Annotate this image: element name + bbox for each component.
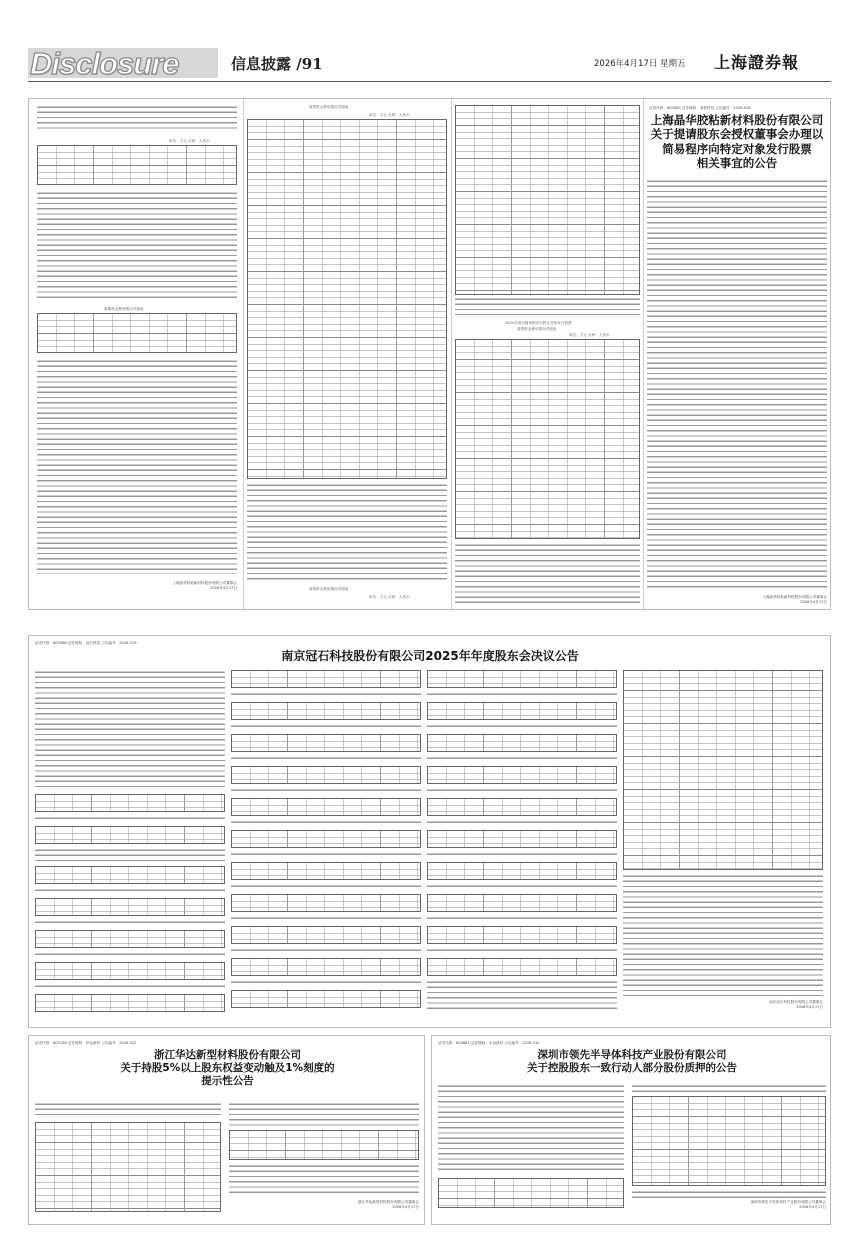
vote-table bbox=[231, 862, 421, 880]
footer-company: 浙江华达新型材料股份有限公司董事会 bbox=[357, 1200, 419, 1204]
title-line: 简易程序向特定对象发行股票 bbox=[662, 141, 812, 156]
text-column bbox=[427, 788, 617, 794]
text-column bbox=[427, 820, 617, 826]
text-column bbox=[455, 543, 640, 603]
footer-date: 2026年4月17日 bbox=[392, 1205, 419, 1210]
text-column bbox=[438, 1084, 624, 1174]
vote-table bbox=[35, 962, 225, 980]
column-divider bbox=[643, 99, 644, 610]
vote-table bbox=[427, 734, 617, 752]
vote-table bbox=[35, 794, 225, 812]
footer-signature bbox=[662, 1200, 826, 1210]
table-caption: 单位：万元 币种：人民币 bbox=[169, 139, 210, 143]
table-caption: 2024年度以简易程序向特定对象发行股票 bbox=[505, 321, 572, 325]
title-line: 关于持股5%以上股东权益变动触及1%刻度的 bbox=[120, 1062, 335, 1075]
data-table bbox=[37, 313, 237, 353]
issue-date: 2026年4月17日 星期五 bbox=[594, 59, 686, 69]
text-column bbox=[35, 920, 225, 926]
table-caption: 募集资金使用情况对照表 bbox=[309, 587, 349, 591]
table-caption: 募集资金使用情况对照表 bbox=[309, 105, 349, 109]
vote-table bbox=[231, 990, 421, 1008]
text-column bbox=[455, 297, 640, 315]
vote-table bbox=[35, 930, 225, 948]
top-announcement-block bbox=[28, 98, 831, 610]
title-line: 关于控股股东一致行动人部分股份质押的公告 bbox=[527, 1062, 737, 1075]
vote-table bbox=[35, 866, 225, 884]
text-column bbox=[427, 692, 617, 698]
text-column bbox=[427, 884, 617, 890]
code-line: 证券代码：603136 证券简称：华达新材 公告编号：2026-022 bbox=[35, 1041, 137, 1045]
text-column bbox=[35, 888, 225, 894]
vote-table bbox=[35, 994, 225, 1012]
text-column bbox=[231, 788, 421, 794]
huada-announcement-block bbox=[28, 1035, 425, 1225]
footer-company: 上海晶华胶粘新材料股份有限公司董事会 bbox=[172, 581, 237, 585]
vote-table bbox=[427, 702, 617, 720]
vote-table bbox=[427, 830, 617, 848]
text-column bbox=[231, 724, 421, 730]
text-column bbox=[231, 884, 421, 890]
text-column bbox=[427, 756, 617, 762]
text-column bbox=[37, 105, 237, 129]
vote-table bbox=[231, 734, 421, 752]
vote-table bbox=[427, 766, 617, 784]
vote-table bbox=[231, 702, 421, 720]
text-column bbox=[632, 1190, 826, 1198]
table-caption: 募集资金使用情况对照表 bbox=[104, 307, 144, 311]
vote-table bbox=[427, 862, 617, 880]
announcement-title bbox=[645, 113, 829, 171]
text-column bbox=[647, 179, 827, 591]
table-unit: 单位：万元 币种：人民币 bbox=[369, 113, 410, 117]
code-line: 证券代码：603083 证券简称：剑桥科技 公告编号：2026-028 bbox=[649, 106, 751, 110]
table-unit: 单位：万元 币种：人民币 bbox=[569, 333, 610, 337]
footer-company: 南京冠石科技股份有限公司董事会 bbox=[769, 1000, 823, 1004]
text-column bbox=[231, 916, 421, 922]
text-column bbox=[35, 670, 225, 788]
footer-company: 深圳市领先半导体科技产业股份有限公司董事会 bbox=[750, 1200, 826, 1204]
text-column bbox=[229, 1102, 419, 1126]
text-column bbox=[231, 692, 421, 698]
announcement-title bbox=[438, 1049, 826, 1075]
vote-table bbox=[231, 670, 421, 688]
vote-table bbox=[231, 798, 421, 816]
vote-table bbox=[35, 826, 225, 844]
fund-usage-table bbox=[455, 339, 640, 539]
vote-table bbox=[231, 766, 421, 784]
table-unit: 单位：万元 币种：人民币 bbox=[369, 595, 410, 599]
footer-company: 上海晶华胶粘新材料股份有限公司董事会 bbox=[762, 595, 827, 599]
footer-signature bbox=[669, 1000, 823, 1010]
pledge-summary-table bbox=[632, 1096, 826, 1186]
vote-table bbox=[427, 894, 617, 912]
guanshi-announcement-block bbox=[28, 635, 831, 1028]
code-line: 证券代码：605588 证券简称：冠石科技 公告编号：2026-019 bbox=[35, 641, 137, 645]
text-column bbox=[37, 359, 237, 574]
announcement-title: 南京冠石科技股份有限公司2025年年度股东会决议公告 bbox=[281, 649, 579, 663]
text-column bbox=[231, 980, 421, 986]
equity-change-table bbox=[35, 1122, 221, 1212]
title-line: 相关事宜的公告 bbox=[696, 156, 778, 171]
text-column bbox=[427, 980, 617, 1010]
text-column bbox=[623, 874, 823, 996]
footer-date: 2026年4月17日 bbox=[796, 1005, 823, 1010]
footer-signature bbox=[89, 581, 237, 591]
cumulative-vote-table bbox=[623, 670, 823, 870]
fund-usage-table bbox=[247, 119, 447, 479]
text-column bbox=[427, 724, 617, 730]
text-column bbox=[632, 1084, 826, 1092]
fund-usage-table bbox=[455, 105, 640, 295]
section-title: 信息披露 /91 bbox=[231, 55, 323, 73]
vote-table bbox=[231, 958, 421, 976]
vote-table bbox=[427, 798, 617, 816]
text-column bbox=[231, 852, 421, 858]
column-divider bbox=[243, 99, 244, 610]
text-column bbox=[35, 848, 225, 862]
vote-table bbox=[35, 898, 225, 916]
footer-date: 2026年4月17日 bbox=[799, 1205, 826, 1210]
footer-signature bbox=[269, 1200, 419, 1210]
text-column bbox=[247, 483, 447, 583]
data-table bbox=[37, 145, 237, 185]
title-line: 关于提请股东会授权董事会办理以 bbox=[650, 127, 824, 142]
footer-signature bbox=[669, 595, 827, 605]
company-name: 浙江华达新型材料股份有限公司 bbox=[154, 1049, 301, 1061]
vote-table bbox=[427, 670, 617, 688]
table-caption: 募集资金使用情况对照表 bbox=[517, 327, 557, 331]
text-column bbox=[35, 816, 225, 822]
text-column bbox=[427, 948, 617, 954]
text-column bbox=[231, 820, 421, 826]
vote-table bbox=[427, 958, 617, 976]
vote-table bbox=[427, 926, 617, 944]
text-column bbox=[35, 984, 225, 990]
shareholding-table bbox=[229, 1130, 419, 1160]
column-divider bbox=[451, 99, 452, 610]
text-column bbox=[427, 916, 617, 922]
vote-table bbox=[231, 830, 421, 848]
footer-date: 2026年4月17日 bbox=[210, 586, 237, 591]
page-header bbox=[28, 44, 831, 82]
vote-table bbox=[231, 894, 421, 912]
text-column bbox=[231, 948, 421, 954]
text-column bbox=[231, 756, 421, 762]
footer-date: 2026年4月17日 bbox=[800, 600, 827, 605]
text-column bbox=[427, 852, 617, 858]
lingxian-announcement-block bbox=[431, 1035, 831, 1225]
text-column bbox=[37, 191, 237, 301]
text-column bbox=[35, 952, 225, 958]
company-name: 上海晶华胶粘新材料股份有限公司 bbox=[650, 113, 824, 127]
text-column bbox=[35, 1102, 221, 1118]
disclosure-logo: Disclosure bbox=[30, 46, 179, 81]
pledge-table bbox=[438, 1178, 624, 1208]
vote-table bbox=[231, 926, 421, 944]
newspaper-name: 上海證券報 bbox=[714, 53, 800, 72]
announcement-title bbox=[35, 1049, 420, 1088]
title-line: 提示性公告 bbox=[201, 1075, 254, 1088]
code-line: 证券代码：603681 证券简称：永冠新材 公告编号：2026-015 bbox=[438, 1041, 540, 1045]
text-column bbox=[229, 1164, 419, 1194]
company-name: 深圳市领先半导体科技产业股份有限公司 bbox=[537, 1049, 727, 1061]
